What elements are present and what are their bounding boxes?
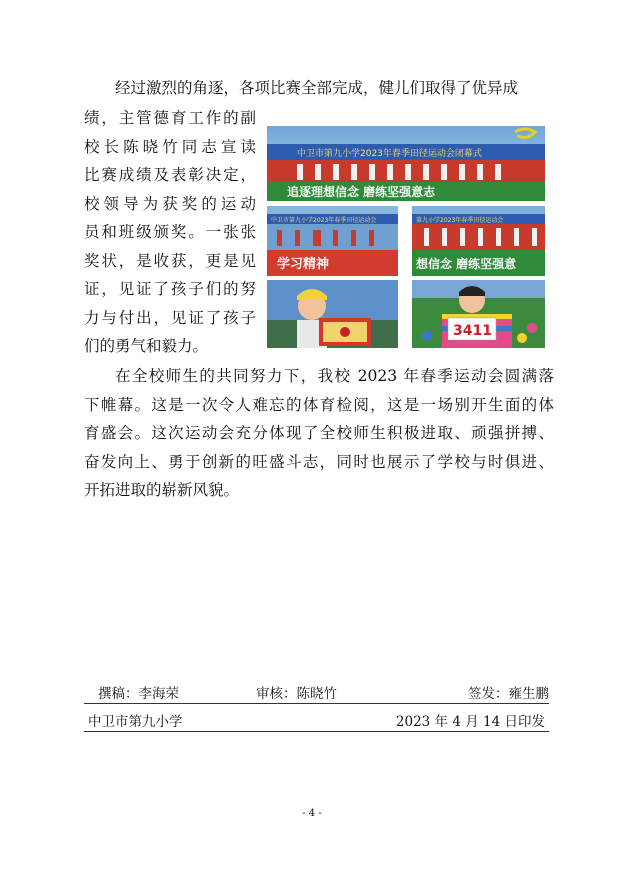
athlete-bib-photo [412,280,545,348]
signature-row [84,680,549,702]
paragraph-2 [84,362,554,505]
slogan-text: 想信念 磨练坚强意 [416,257,517,271]
text-line: 比赛成绩及表彰决定， [84,166,256,184]
drafter-label: 撰稿：李海荣 [98,686,179,702]
text-line: 们的勇气和毅力。 [84,337,209,355]
award-child-photo [267,280,398,348]
banner-text: 中卫市第九小学2023年春季田径运动会 [271,217,377,224]
banner-text: 中卫市第九小学2023年春季田径运动会闭幕式 [297,149,482,159]
paragraph-1-first-line [84,74,554,103]
issue-row [84,708,549,730]
slogan-text: 学习精神 [277,257,330,272]
text-line: 育盛会。这次运动会充分体现了全校师生积极进取、顽强拼搏、 [84,424,554,442]
slogan-text: 追逐理想信念 磨练坚强意志 [287,185,436,199]
text-line: 奋发向上、勇于创新的旺盛斗志，同时也展示了学校与时俱进、 [84,452,554,471]
bib-number: 3411 [453,323,492,339]
banner-text: 第九小学2023年春季田径运动会 [416,217,504,224]
text-line: 校领导为获奖的运动 [84,194,256,213]
text-line: 绩，主管德育工作的副 [84,109,256,127]
issue-date: 2023 年 4 月 14 日印发 [395,714,545,730]
text-line: 奖状，是收获，更是见 [84,251,256,270]
text-line: 证，见证了孩子们的努 [84,280,256,298]
organization-name: 中卫市第九小学 [88,714,183,730]
text-line: 开拓进取的崭新风貌。 [84,481,240,499]
text-line: 力与付出，见证了孩子 [84,308,256,327]
page-number: - 4 - [302,808,322,819]
closing-ceremony-photo [267,126,545,201]
divider [84,731,549,732]
reviewer-label: 审核：陈晓竹 [256,686,337,702]
paragraph-1-column [84,104,256,361]
divider [84,703,549,704]
stage-photo-left [267,206,398,276]
issuer-label: 签发：雍生鹏 [468,686,549,702]
text-line: 员和班级颁奖。一张张 [84,223,256,241]
text-line: 经过激烈的角逐，各项比赛全部完成，健儿们取得了优异成 [115,79,519,97]
text-line: 在全校师生的共同努力下，我校 2023 年春季运动会圆满落 [115,367,554,385]
text-line: 校长陈晓竹同志宣读 [84,137,256,156]
text-line: 下帷幕。这是一次令人难忘的体育检阅，这是一场别开生面的体 [84,395,554,414]
stage-photo-right [412,206,545,276]
